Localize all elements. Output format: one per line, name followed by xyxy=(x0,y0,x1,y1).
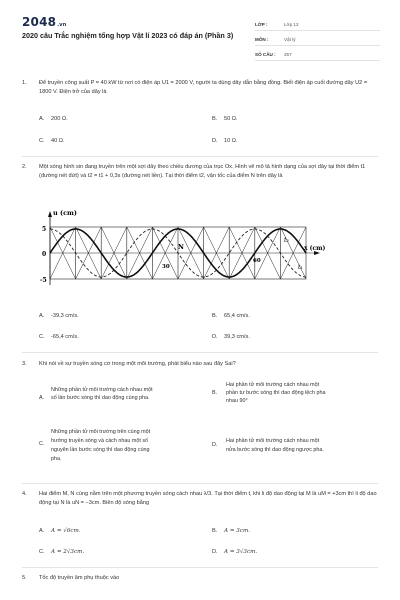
option-a[interactable]: A. Những phần tử môi trường cách nhau một số lần bước sóng thì dao động cùng pha. xyxy=(39,387,153,401)
meta-row-class xyxy=(255,16,380,31)
meta-value: 257 xyxy=(284,52,292,57)
question-1 xyxy=(22,79,378,96)
question-5 xyxy=(22,574,378,583)
option-b[interactable]: B. 65,4 cm/s. xyxy=(212,313,250,319)
question-stem: Một sóng hình sin đang truyền trên một sợi dây theo chiều dương của trục Ox. Hình vẽ mô tả hình dạng của sợi dây tại thời điểm t1 (đường nét đứt) và t2 = t1 + 0,3s (đường nét liền). Tại thời điểm t2, vận tốc của điểm N trên dây là xyxy=(39,164,366,179)
meta-row-subject xyxy=(255,31,380,46)
divider xyxy=(22,483,378,484)
divider xyxy=(22,156,378,157)
question-stem: Khi nói về sự truyền sóng cơ trong một môi trường, phát biểu nào sau đây Sai? xyxy=(39,361,236,367)
question-number: 3. xyxy=(22,361,27,367)
tick-label-neg5: -5 xyxy=(40,277,47,284)
t2-label: t₂ xyxy=(284,237,289,244)
option-a[interactable]: A. -39,3 cm/s. xyxy=(39,313,79,319)
meta-label: LỚP : xyxy=(255,22,268,27)
meta-value: Vật lý xyxy=(284,37,296,42)
meta-table xyxy=(255,16,380,61)
mark-30: 30 xyxy=(162,264,170,270)
t1-label: t₁ xyxy=(298,264,303,271)
page-title: 2020 câu Trắc nghiệm tổng hợp Vật lí 2023 có đáp án (Phần 3) xyxy=(22,31,234,40)
option-c[interactable]: C. -65,4 cm/s. xyxy=(39,334,79,340)
question-number: 4. xyxy=(22,491,27,497)
meta-label: SỐ CÂU : xyxy=(255,52,276,57)
option-d[interactable]: D. A = 3√3cm. xyxy=(212,549,258,555)
site-logo[interactable]: 2048.vn xyxy=(22,15,67,29)
point-n-label: N xyxy=(178,243,184,251)
grid xyxy=(50,227,316,279)
question-number: 2. xyxy=(22,164,27,170)
wave-figure xyxy=(36,207,336,297)
question-4 xyxy=(22,490,378,507)
option-c[interactable]: C. A = 2√3cm. xyxy=(39,549,85,555)
question-number: 5. xyxy=(22,575,27,581)
option-b[interactable]: B. A = 3cm. xyxy=(212,528,251,534)
question-stem: Để truyền công suất P = 40 kW từ nơi có điện áp U1 = 2000 V, người ta dùng dây dẫn bằng đồng. Biết điện áp cuối đường dây U2 = 1800 V. Điện trở của dây là xyxy=(39,80,368,95)
meta-row-count xyxy=(255,46,380,61)
tick-label-0: 0 xyxy=(42,251,47,258)
question-2 xyxy=(22,163,378,180)
option-b[interactable]: B. 50 Ω. xyxy=(212,116,238,122)
question-3 xyxy=(22,360,378,369)
question-stem: Tốc độ truyền âm phụ thuộc vào xyxy=(39,575,120,581)
option-a[interactable]: A. 200 Ω. xyxy=(39,116,68,122)
option-a[interactable]: A. A = √6cm. xyxy=(39,528,81,534)
mark-60: 60 xyxy=(253,258,261,264)
option-d[interactable]: D. 39,3 cm/s. xyxy=(212,334,250,340)
option-b[interactable]: B. Hai phần tử môi trường cách nhau một phần tư bước sóng thì dao động lệch pha nhau 90° xyxy=(212,382,326,404)
divider xyxy=(22,567,378,568)
divider xyxy=(22,352,378,353)
option-d[interactable]: D. Hai phần tử môi trường cách nhau một nửa bước sóng thì dao động ngược pha. xyxy=(212,438,324,453)
meta-value: Lớp 12 xyxy=(284,22,299,27)
question-number: 1. xyxy=(22,80,27,86)
meta-label: MÔN : xyxy=(255,37,269,42)
tick-label-5: 5 xyxy=(42,226,47,233)
y-axis-arrow xyxy=(48,211,52,217)
question-stem: Hai điểm M, N cùng nằm trên một phương truyền sóng cách nhau λ/3. Tại thời điểm t, khi li độ dao động tại M là uM = +3cm thì li độ dao động tại N là uN = −3cm. Biên độ sóng bằng xyxy=(39,491,377,506)
option-c[interactable]: C. Những phần tử môi trường trên cùng một hướng truyền sóng và cách nhau một số nguyên lần bước sóng thì dao động cùng pha. xyxy=(39,429,151,462)
option-c[interactable]: C. 40 Ω. xyxy=(39,138,65,144)
option-d[interactable]: D. 10 Ω. xyxy=(212,138,238,144)
y-axis-label: u (cm) xyxy=(53,209,77,217)
x-axis-label: x (cm) xyxy=(304,245,326,252)
